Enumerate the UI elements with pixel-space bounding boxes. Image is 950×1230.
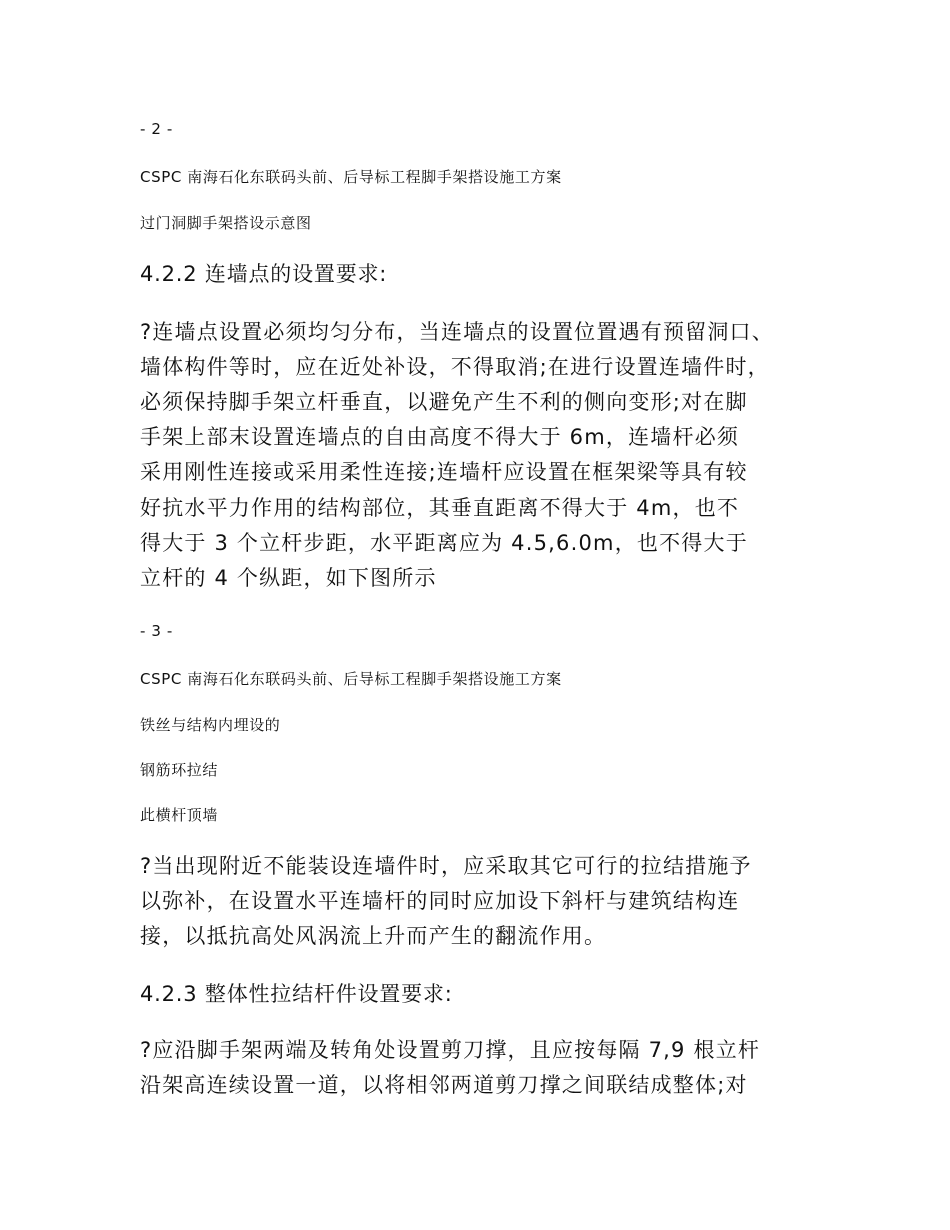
paragraph-line: 沿架高连续设置一道，以将相邻两道剪刀撑之间联结成整体;对 [140, 1073, 748, 1097]
figure-label: 钢筋环拉结 [140, 761, 219, 779]
paragraph-line: ?当出现附近不能装设连墙件时，应采取其它可行的拉结措施予 [140, 854, 752, 878]
paragraph-line: 立杆的 4 个纵距，如下图所示 [140, 566, 437, 590]
paragraph-line: ?连墙点设置必须均匀分布，当连墙点的设置位置遇有预留洞口、 [140, 320, 774, 344]
figure-caption: 过门洞脚手架搭设示意图 [140, 214, 312, 232]
paragraph-line: 手架上部末设置连墙点的自由高度不得大于 6m，连墙杆必须 [140, 425, 740, 449]
paragraph-line: 接，以抵抗高处风涡流上升而产生的翻流作用。 [140, 924, 607, 948]
page-number-3: - 3 - [140, 622, 173, 640]
figure-label: 此横杆顶墙 [140, 806, 219, 824]
paragraph-line: 好抗水平力作用的结构部位，其垂直距离不得大于 4m，也不 [140, 496, 740, 520]
paragraph-line: 墙体构件等时，应在近处补设，不得取消;在进行设置连墙件时， [140, 355, 770, 379]
paragraph-line: 以弥补，在设置水平连墙杆的同时应加设下斜杆与建筑结构连 [140, 889, 740, 913]
section-heading-4-2-3: 4.2.3 整体性拉结杆件设置要求: [140, 982, 453, 1006]
page-number-2: - 2 - [140, 120, 173, 138]
paragraph-line: 必须保持脚手架立杆垂直，以避免产生不利的侧向变形;对在脚 [140, 390, 748, 414]
section-heading-4-2-2: 4.2.2 连墙点的设置要求: [140, 262, 388, 286]
figure-label: 铁丝与结构内埋设的 [140, 716, 281, 734]
document-header: CSPC 南海石化东联码头前、后导标工程脚手架搭设施工方案 [140, 670, 562, 688]
paragraph-line: 得大于 3 个立杆步距，水平距离应为 4.5,6.0m，也不得大于 [140, 531, 748, 555]
paragraph-line: ?应沿脚手架两端及转角处设置剪刀撑，且应按每隔 7,9 根立杆 [140, 1038, 761, 1062]
paragraph-line: 采用刚性连接或采用柔性连接;连墙杆应设置在框架梁等具有较 [140, 460, 748, 484]
document-header: CSPC 南海石化东联码头前、后导标工程脚手架搭设施工方案 [140, 168, 562, 186]
